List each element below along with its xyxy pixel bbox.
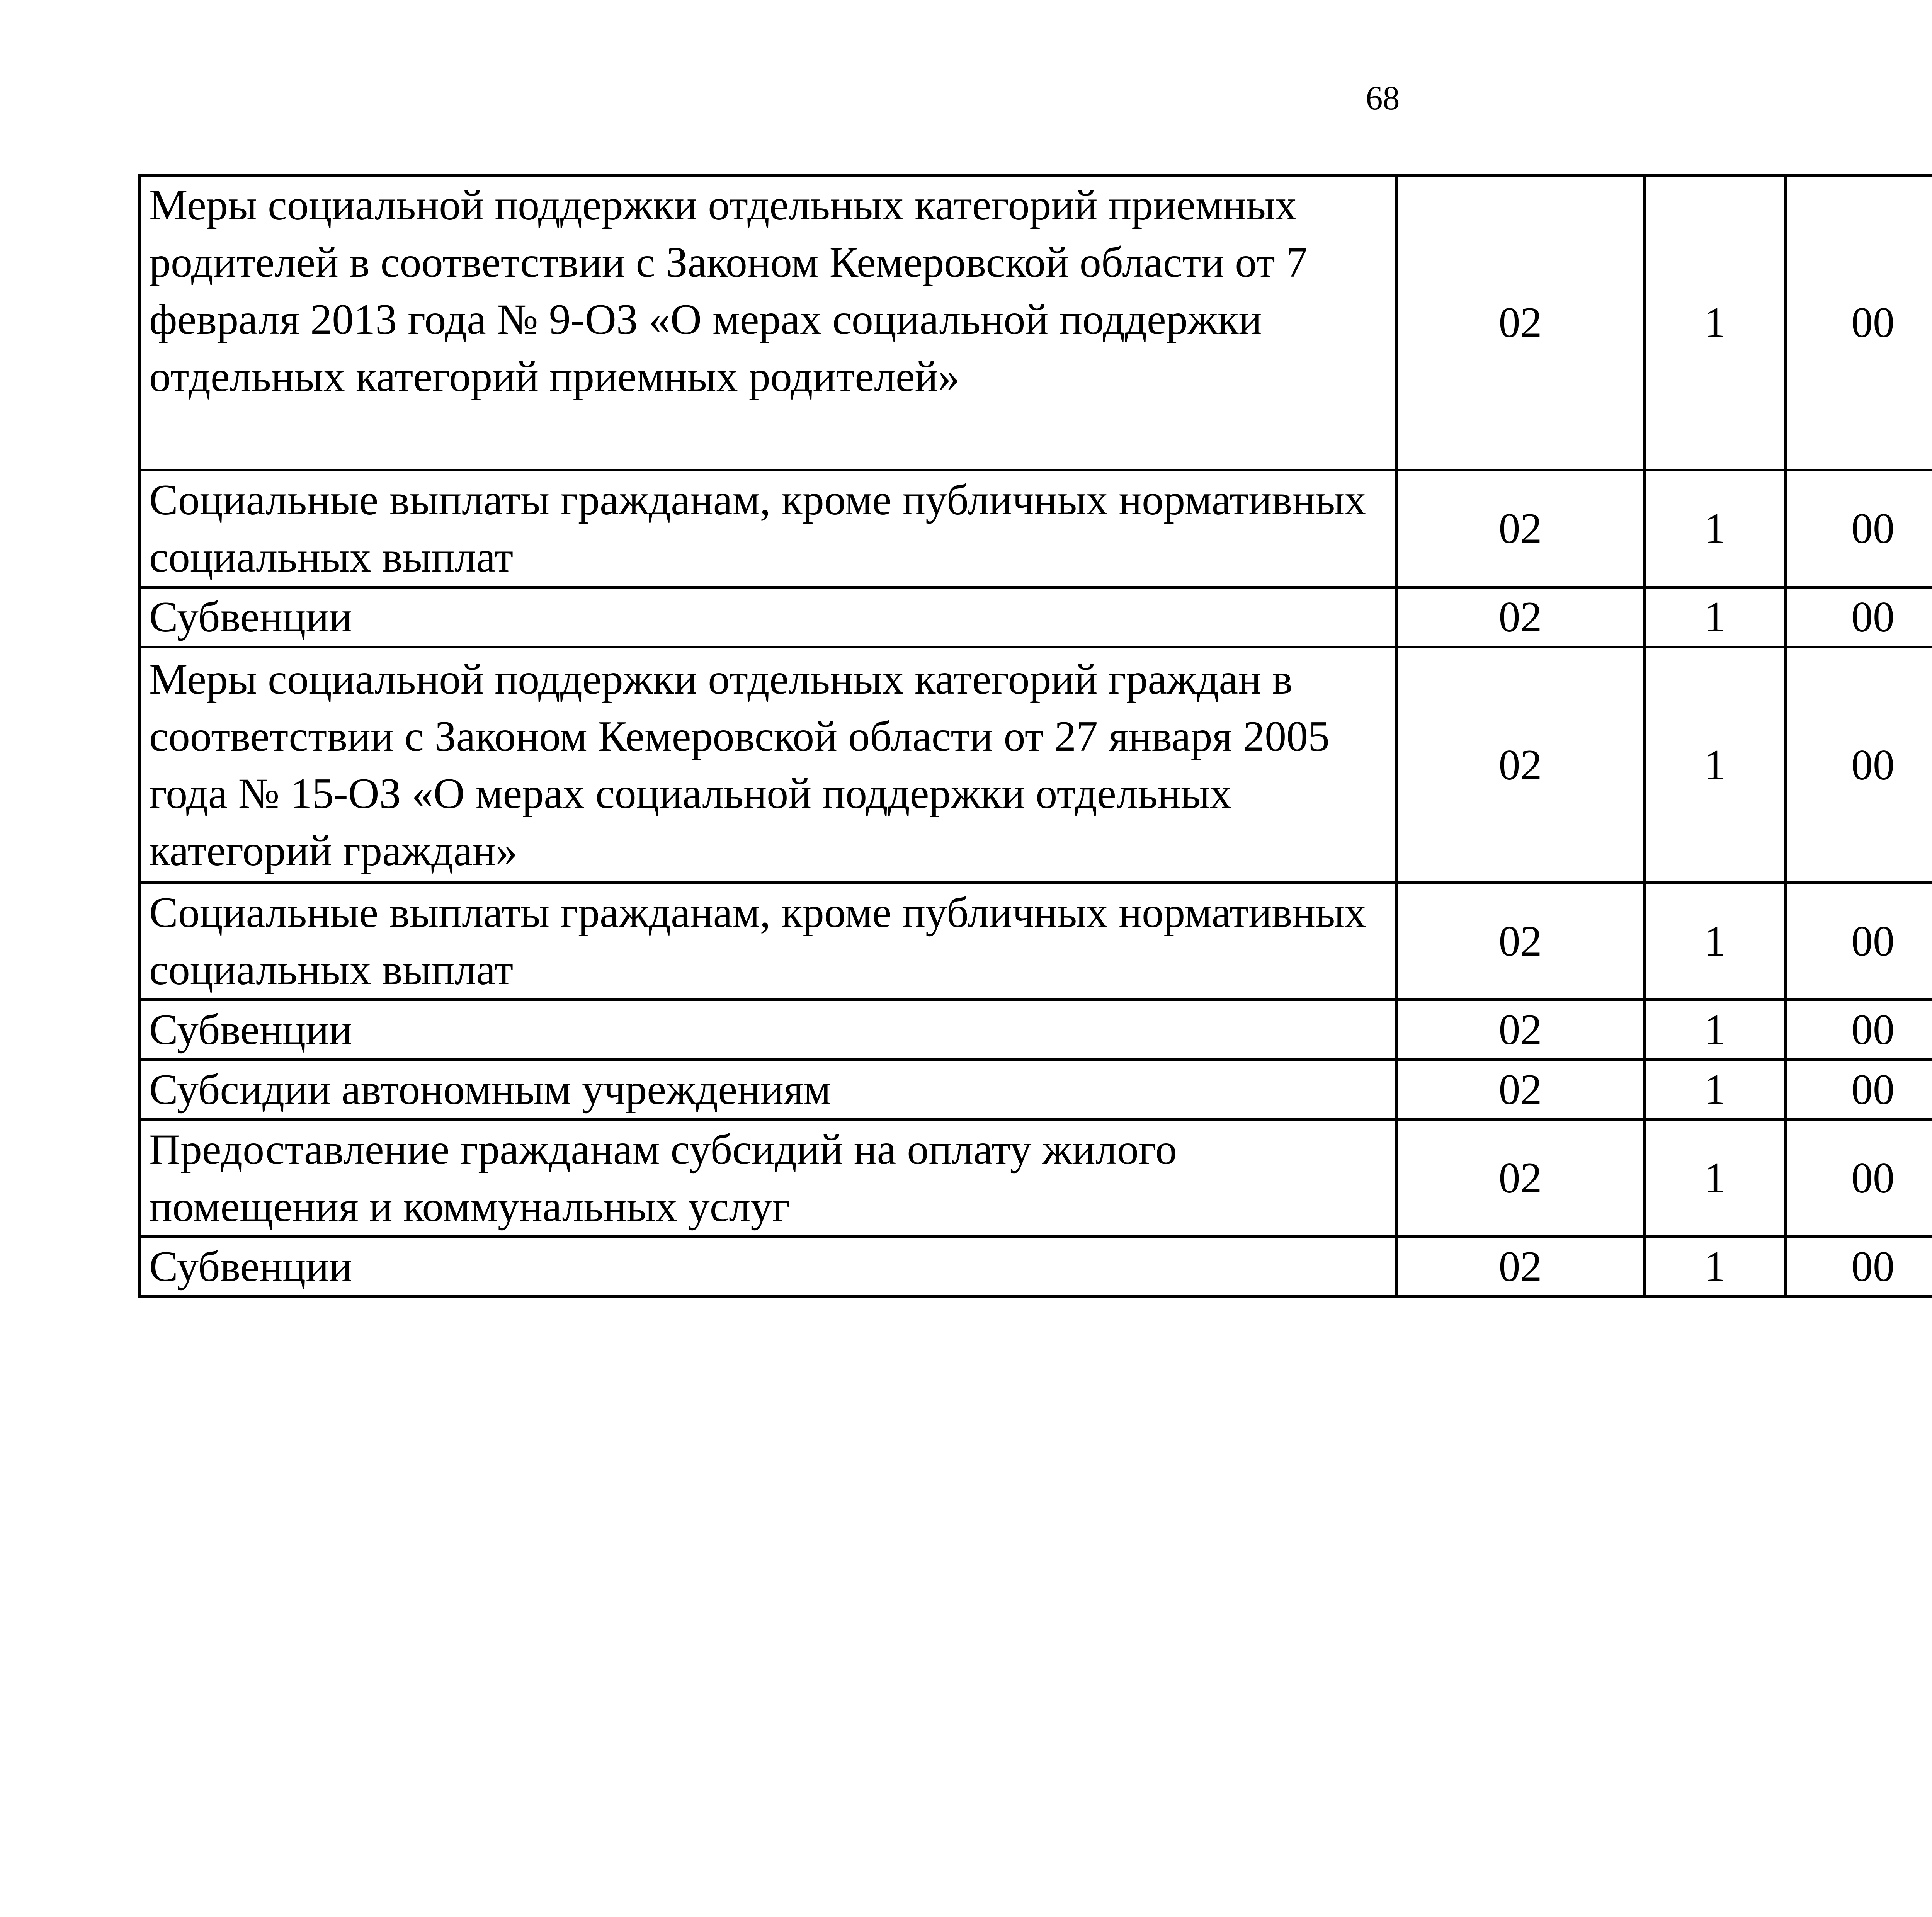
code-cell: 00 (1786, 470, 1932, 587)
table-row (139, 1060, 1932, 1120)
code-cell: 1 (1645, 175, 1786, 470)
code-cell: 1 (1645, 587, 1786, 647)
code-cell: 00 (1786, 175, 1932, 470)
code-cell: 1 (1645, 883, 1786, 1000)
expense-name: Социальные выплаты гражданам, кроме публичных нормативных социальных выплат (139, 470, 1396, 587)
code-cell: 02 (1396, 175, 1645, 470)
code-cell: 02 (1396, 1237, 1645, 1297)
code-cell: 00 (1786, 883, 1932, 1000)
table-row (139, 1120, 1932, 1237)
expense-name: Субвенции (139, 587, 1396, 647)
expense-name: Меры социальной поддержки отдельных категорий приемных родителей в соответствии с Законом Кемеровской области от 7 февраля 2013 года № 9-ОЗ «О мерах социальной поддержки отдельных категорий приемных родителей» (139, 175, 1396, 470)
table-row (139, 1237, 1932, 1297)
code-cell: 1 (1645, 470, 1786, 587)
code-cell: 00 (1786, 1000, 1932, 1060)
expense-name: Субвенции (139, 1237, 1396, 1297)
code-cell: 02 (1396, 587, 1645, 647)
code-cell: 02 (1396, 1120, 1645, 1237)
code-cell: 1 (1645, 1237, 1786, 1297)
code-cell: 02 (1396, 647, 1645, 883)
table-row (139, 587, 1932, 647)
code-cell: 1 (1645, 1060, 1786, 1120)
expense-name: Субсидии автономным учреждениям (139, 1060, 1396, 1120)
code-cell: 00 (1786, 587, 1932, 647)
table-row (139, 470, 1932, 587)
code-cell: 02 (1396, 883, 1645, 1000)
expense-name: Социальные выплаты гражданам, кроме публичных нормативных социальных выплат (139, 883, 1396, 1000)
code-cell: 1 (1645, 647, 1786, 883)
code-cell: 00 (1786, 1237, 1932, 1297)
code-cell: 00 (1786, 1120, 1932, 1237)
table-row (139, 647, 1932, 883)
expense-name: Меры социальной поддержки отдельных категорий граждан в соответствии с Законом Кемеровской области от 27 января 2005 года № 15-ОЗ «О мерах социальной поддержки отдельных категорий граждан» (139, 647, 1396, 883)
code-cell: 00 (1786, 1060, 1932, 1120)
page-number: 68 (1366, 80, 1400, 117)
code-cell: 1 (1645, 1120, 1786, 1237)
code-cell: 02 (1396, 1000, 1645, 1060)
code-cell: 02 (1396, 470, 1645, 587)
table-row (139, 1000, 1932, 1060)
expense-name: Предоставление гражданам субсидий на оплату жилого помещения и коммунальных услуг (139, 1120, 1396, 1237)
expense-name: Субвенции (139, 1000, 1396, 1060)
code-cell: 00 (1786, 647, 1932, 883)
budget-table (138, 174, 1932, 1298)
table-row (139, 175, 1932, 470)
table-row (139, 883, 1932, 1000)
code-cell: 1 (1645, 1000, 1786, 1060)
code-cell: 02 (1396, 1060, 1645, 1120)
